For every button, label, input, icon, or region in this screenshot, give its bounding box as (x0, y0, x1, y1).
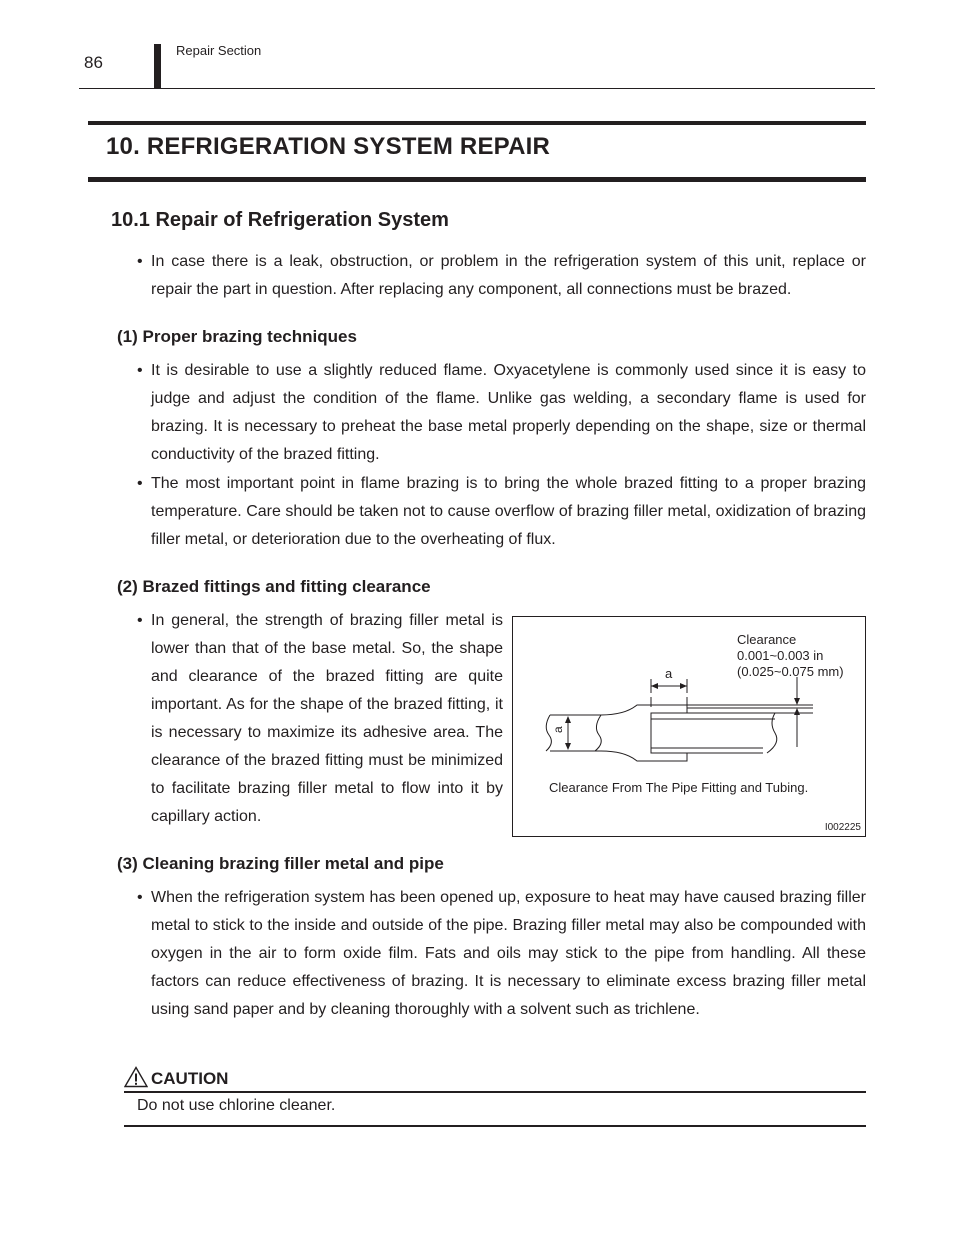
caution-rule-top (124, 1091, 866, 1093)
clearance-mm: (0.025~0.075 mm) (737, 664, 844, 679)
bullet-dot: • (137, 253, 143, 270)
warning-triangle-icon (124, 1066, 148, 1088)
clearance-inches: 0.001~0.003 in (737, 648, 824, 663)
title-rule-bottom (88, 177, 866, 182)
section-heading: 10.1 Repair of Refrigeration System (111, 209, 449, 231)
bullet-text: In case there is a leak, obstruction, or problem in the refrigeration system of this unit, replace or repair the part in question. After replacing any component, all connections must be brazed. (151, 253, 866, 298)
caution-rule-bottom (124, 1125, 866, 1127)
header-bar (154, 44, 161, 88)
subsection-heading-cleaning: (3) Cleaning brazing filler metal and pipe (117, 854, 444, 873)
running-head: Repair Section (176, 43, 262, 58)
bullet-text: The most important point in flame brazing is to bring the whole brazed fitting to a proper brazing temperature. Care should be taken not to cause overflow of brazing filler metal, oxidization of brazing filler metal, or deterioration due to the overheating of flux. (151, 475, 866, 548)
clearance-title: Clearance (737, 632, 797, 647)
break-line-inner-left (595, 715, 601, 751)
bullet-dot: • (137, 612, 143, 629)
bullet-item (137, 884, 866, 1024)
figure-code: I002225 (824, 822, 861, 833)
title-rule-top (88, 121, 866, 125)
bullet-text: It is desirable to use a slightly reduced flame. Oxyacetylene is commonly used since it is easy to judge and adjust the condition of the flame. Unlike gas welding, a secondary flame is used for brazing. It is necessary to preheat the base metal properly depending on the shape, size or thermal conductivity of the brazed fitting. (151, 362, 866, 463)
caution-text: Do not use chlorine cleaner. (137, 1097, 336, 1114)
bullet-text: When the refrigeration system has been opened up, exposure to heat may have caused brazing filler metal to stick to the inside and outside of the pipe. Brazing filler metal may also be compounded with oxygen in the air to form oxide film. Fats and oils may stick to the pipe from handling. All these factors can reduce effectiveness of brazing. It is necessary to eliminate excess brazing filler metal using sand paper and by cleaning thoroughly with a solvent such as trichlene. (151, 889, 866, 1018)
bullet-dot: • (137, 475, 143, 492)
chapter-title: 10. REFRIGERATION SYSTEM REPAIR (106, 133, 551, 160)
bullet-item (137, 357, 866, 469)
bullet-dot: • (137, 889, 143, 906)
dim-a-horizontal-label: a (665, 666, 673, 681)
page-number: 86 (84, 53, 103, 72)
caution-label: CAUTION (151, 1069, 229, 1088)
bullet-item (137, 470, 866, 554)
bullet-dot: • (137, 362, 143, 379)
intro-bullet (137, 248, 866, 304)
figure-caption: Clearance From The Pipe Fitting and Tubing. (549, 780, 809, 795)
subsection-heading-fitting-clearance: (2) Brazed fittings and fitting clearance (117, 577, 431, 596)
caution-heading (124, 1066, 228, 1089)
clearance-label (737, 632, 844, 680)
subsection-heading-brazing-techniques: (1) Proper brazing techniques (117, 327, 357, 346)
clearance-figure (512, 616, 866, 837)
bullet-text: In general, the strength of brazing filler metal is lower than that of the base metal. So, the shape and clearance of the brazed fitting are quite important. As for the shape of the brazed fitting, it is necessary to maximize its adhesive area. The clearance of the brazed fitting must be minimized to facilitate brazing filler metal to flow into it by capillary action. (151, 612, 503, 825)
bullet-item (137, 607, 503, 831)
header-rule (79, 88, 875, 89)
dim-a-vertical-label: a (551, 726, 565, 733)
